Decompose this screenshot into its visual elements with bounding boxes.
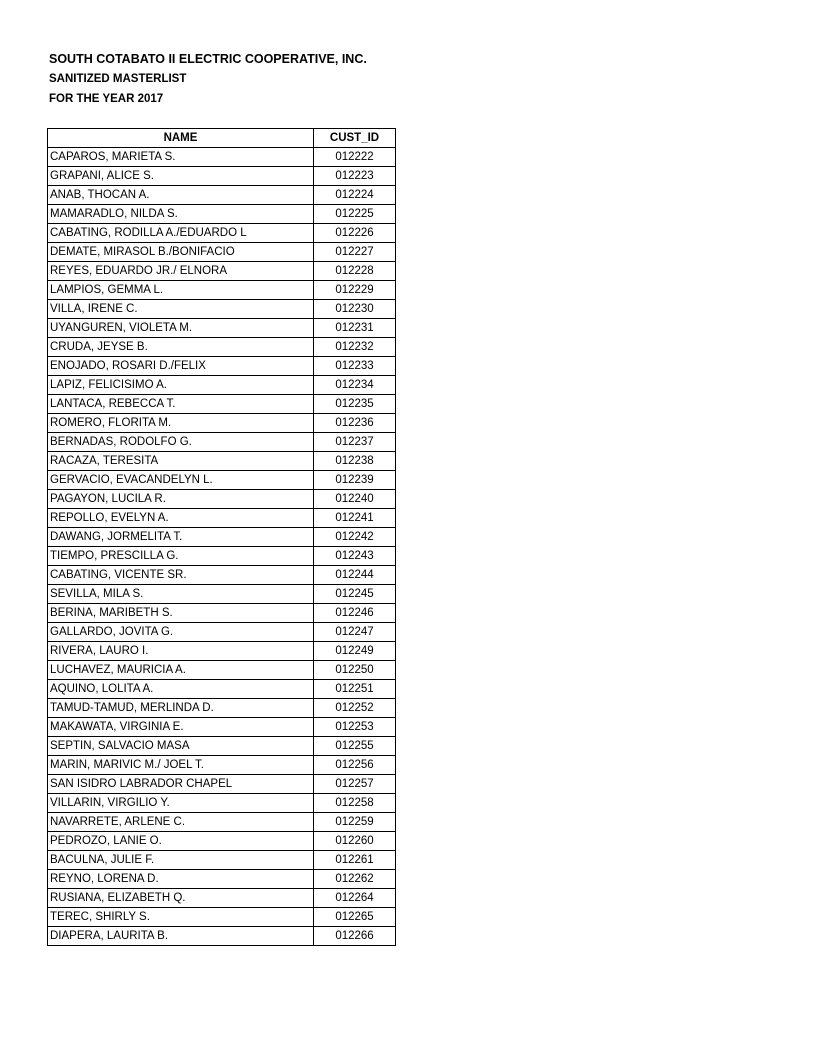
- customer-name-cell: CRUDA, JEYSE B.: [48, 338, 314, 357]
- table-row: [48, 490, 396, 509]
- table-row: [48, 205, 396, 224]
- table-row: [48, 224, 396, 243]
- table-row: [48, 623, 396, 642]
- customer-id-cell: 012230: [314, 300, 396, 319]
- customer-name-cell: CAPAROS, MARIETA S.: [48, 148, 314, 167]
- customer-id-cell: 012251: [314, 680, 396, 699]
- customer-id-cell: 012261: [314, 851, 396, 870]
- customer-name-cell: RACAZA, TERESITA: [48, 452, 314, 471]
- customer-id-cell: 012237: [314, 433, 396, 452]
- customer-name-cell: VILLA, IRENE C.: [48, 300, 314, 319]
- customer-id-cell: 012241: [314, 509, 396, 528]
- customer-id-cell: 012225: [314, 205, 396, 224]
- table-row: [48, 851, 396, 870]
- customer-name-cell: TEREC, SHIRLY S.: [48, 908, 314, 927]
- customer-name-cell: MAKAWATA, VIRGINIA E.: [48, 718, 314, 737]
- customer-name-cell: PAGAYON, LUCILA R.: [48, 490, 314, 509]
- table-row: [48, 300, 396, 319]
- table-row: [48, 148, 396, 167]
- customer-id-cell: 012260: [314, 832, 396, 851]
- customer-id-cell: 012256: [314, 756, 396, 775]
- customer-name-cell: REYES, EDUARDO JR./ ELNORA: [48, 262, 314, 281]
- table-row: [48, 699, 396, 718]
- table-row: [48, 585, 396, 604]
- customer-id-cell: 012258: [314, 794, 396, 813]
- customer-id-cell: 012247: [314, 623, 396, 642]
- customer-name-cell: TIEMPO, PRESCILLA G.: [48, 547, 314, 566]
- customer-id-cell: 012229: [314, 281, 396, 300]
- customer-id-cell: 012246: [314, 604, 396, 623]
- customer-id-cell: 012232: [314, 338, 396, 357]
- customer-id-cell: 012262: [314, 870, 396, 889]
- customer-id-cell: 012252: [314, 699, 396, 718]
- table-row: [48, 243, 396, 262]
- customer-id-cell: 012242: [314, 528, 396, 547]
- table-row: [48, 927, 396, 946]
- document-header: [49, 50, 367, 110]
- table-row: [48, 661, 396, 680]
- customer-name-cell: ENOJADO, ROSARI D./FELIX: [48, 357, 314, 376]
- column-header-cust-id: CUST_ID: [314, 129, 396, 148]
- customer-name-cell: MAMARADLO, NILDA S.: [48, 205, 314, 224]
- table-row: [48, 604, 396, 623]
- customer-name-cell: DEMATE, MIRASOL B./BONIFACIO: [48, 243, 314, 262]
- table-row: [48, 167, 396, 186]
- customer-id-cell: 012257: [314, 775, 396, 794]
- customer-id-cell: 012236: [314, 414, 396, 433]
- customer-name-cell: BERINA, MARIBETH S.: [48, 604, 314, 623]
- customer-id-cell: 012234: [314, 376, 396, 395]
- customer-name-cell: CABATING, VICENTE SR.: [48, 566, 314, 585]
- table-row: [48, 357, 396, 376]
- table-row: [48, 642, 396, 661]
- table-row: [48, 566, 396, 585]
- table-row: [48, 471, 396, 490]
- customer-id-cell: 012226: [314, 224, 396, 243]
- customer-name-cell: BERNADAS, RODOLFO G.: [48, 433, 314, 452]
- table-row: [48, 433, 396, 452]
- table-header-row: [48, 129, 396, 148]
- customer-id-cell: 012245: [314, 585, 396, 604]
- column-header-name: NAME: [48, 129, 314, 148]
- table-row: [48, 376, 396, 395]
- customer-name-cell: LAMPIOS, GEMMA L.: [48, 281, 314, 300]
- customer-name-cell: ANAB, THOCAN A.: [48, 186, 314, 205]
- table-row: [48, 414, 396, 433]
- table-row: [48, 281, 396, 300]
- customer-name-cell: TAMUD-TAMUD, MERLINDA D.: [48, 699, 314, 718]
- customer-id-cell: 012259: [314, 813, 396, 832]
- customer-name-cell: GALLARDO, JOVITA G.: [48, 623, 314, 642]
- customer-name-cell: LUCHAVEZ, MAURICIA A.: [48, 661, 314, 680]
- customer-id-cell: 012240: [314, 490, 396, 509]
- customer-name-cell: BACULNA, JULIE F.: [48, 851, 314, 870]
- customer-id-cell: 012243: [314, 547, 396, 566]
- organization-title: SOUTH COTABATO II ELECTRIC COOPERATIVE, INC.: [49, 52, 367, 66]
- customer-name-cell: GERVACIO, EVACANDELYN L.: [48, 471, 314, 490]
- customer-id-cell: 012244: [314, 566, 396, 585]
- customer-name-cell: PEDROZO, LANIE O.: [48, 832, 314, 851]
- table-row: [48, 319, 396, 338]
- customer-name-cell: SEVILLA, MILA S.: [48, 585, 314, 604]
- customer-id-cell: 012222: [314, 148, 396, 167]
- customer-name-cell: REYNO, LORENA D.: [48, 870, 314, 889]
- table-body: [48, 148, 396, 946]
- table-row: [48, 813, 396, 832]
- customer-id-cell: 012235: [314, 395, 396, 414]
- customer-name-cell: DIAPERA, LAURITA B.: [48, 927, 314, 946]
- customer-name-cell: SEPTIN, SALVACIO MASA: [48, 737, 314, 756]
- customer-id-cell: 012228: [314, 262, 396, 281]
- customer-id-cell: 012265: [314, 908, 396, 927]
- table-row: [48, 680, 396, 699]
- customer-id-cell: 012253: [314, 718, 396, 737]
- table-row: [48, 775, 396, 794]
- table-row: [48, 262, 396, 281]
- customer-id-cell: 012264: [314, 889, 396, 908]
- table-row: [48, 737, 396, 756]
- customer-id-cell: 012231: [314, 319, 396, 338]
- customer-name-cell: UYANGUREN, VIOLETA M.: [48, 319, 314, 338]
- table-row: [48, 718, 396, 737]
- customer-id-cell: 012224: [314, 186, 396, 205]
- table-row: [48, 908, 396, 927]
- customer-name-cell: MARIN, MARIVIC M./ JOEL T.: [48, 756, 314, 775]
- table-row: [48, 756, 396, 775]
- customer-id-cell: 012238: [314, 452, 396, 471]
- table-row: [48, 889, 396, 908]
- table-row: [48, 509, 396, 528]
- document-year: FOR THE YEAR 2017: [49, 93, 164, 105]
- table-row: [48, 547, 396, 566]
- customer-name-cell: GRAPANI, ALICE S.: [48, 167, 314, 186]
- customer-name-cell: AQUINO, LOLITA A.: [48, 680, 314, 699]
- customer-id-cell: 012223: [314, 167, 396, 186]
- customer-id-cell: 012255: [314, 737, 396, 756]
- customer-name-cell: REPOLLO, EVELYN A.: [48, 509, 314, 528]
- table-row: [48, 395, 396, 414]
- customer-name-cell: SAN ISIDRO LABRADOR CHAPEL: [48, 775, 314, 794]
- customer-id-cell: 012239: [314, 471, 396, 490]
- customer-id-cell: 012227: [314, 243, 396, 262]
- customer-name-cell: VILLARIN, VIRGILIO Y.: [48, 794, 314, 813]
- customer-name-cell: NAVARRETE, ARLENE C.: [48, 813, 314, 832]
- table-row: [48, 528, 396, 547]
- customer-name-cell: ROMERO, FLORITA M.: [48, 414, 314, 433]
- customer-id-cell: 012233: [314, 357, 396, 376]
- table-row: [48, 186, 396, 205]
- customer-id-cell: 012266: [314, 927, 396, 946]
- customer-id-cell: 012249: [314, 642, 396, 661]
- customer-name-cell: LANTACA, REBECCA T.: [48, 395, 314, 414]
- customer-id-cell: 012250: [314, 661, 396, 680]
- customer-name-cell: CABATING, RODILLA A./EDUARDO L: [48, 224, 314, 243]
- customer-name-cell: DAWANG, JORMELITA T.: [48, 528, 314, 547]
- table-row: [48, 452, 396, 471]
- table-row: [48, 338, 396, 357]
- masterlist-table: [47, 128, 396, 946]
- table-row: [48, 870, 396, 889]
- document-subtitle: SANITIZED MASTERLIST: [49, 73, 187, 85]
- customer-name-cell: RUSIANA, ELIZABETH Q.: [48, 889, 314, 908]
- table-row: [48, 794, 396, 813]
- table-row: [48, 832, 396, 851]
- customer-name-cell: RIVERA, LAURO I.: [48, 642, 314, 661]
- customer-name-cell: LAPIZ, FELICISIMO A.: [48, 376, 314, 395]
